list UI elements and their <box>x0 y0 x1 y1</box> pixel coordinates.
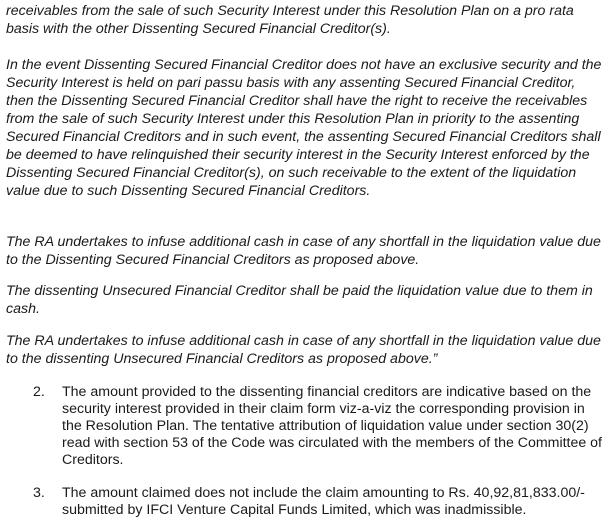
list-item-text <box>62 485 602 519</box>
text-line: security interest provided in their claim form viz-a-viz the corresponding provision in <box>62 401 585 417</box>
text-line: The dissenting Unsecured Financial Creditor shall be paid the liquidation value due to them in <box>6 283 593 299</box>
text-line: value due to such Dissenting Secured Financial Creditors. <box>6 183 371 199</box>
text-line: be deemed to have relinquished their security interest in the Security Interest enforced by the <box>6 147 590 163</box>
text-line: The RA undertakes to infuse additional cash in case of any shortfall in the liquidation value due <box>6 234 601 250</box>
text-line: from the sale of such Security Interest under this Resolution Plan in priority to the assenting <box>6 111 580 127</box>
list-number: 3. <box>33 485 45 501</box>
text-line: to the Dissenting Secured Financial Creditors as proposed above. <box>6 252 420 268</box>
text-line: read with section 53 of the Code was circulated with the members of the Committee of <box>62 435 602 451</box>
text-line: basis with the other Dissenting Secured Financial Creditor(s). <box>6 21 391 37</box>
text-line: The RA undertakes to infuse additional cash in case of any shortfall in the liquidation value due <box>6 333 601 349</box>
text-line: Creditors. <box>62 452 124 468</box>
text-line: submitted by IFCI Venture Capital Funds Limited, which was inadmissible. <box>62 502 527 518</box>
text-line: Dissenting Secured Financial Creditor(s), on such receivable to the extent of the liquidation <box>6 165 577 181</box>
list-item-text <box>62 384 602 469</box>
text-line: The amount provided to the dissenting financial creditors are indicative based on the <box>62 384 592 400</box>
quoted-paragraph-4 <box>6 282 606 318</box>
list-number: 2. <box>33 384 45 400</box>
text-line: receivables from the sale of such Security Interest under this Resolution Plan on a pro rata <box>6 3 574 19</box>
text-line: Secured Financial Creditors and in such event, the assenting Secured Financial Creditors shall <box>6 129 601 145</box>
text-line: cash. <box>6 301 40 317</box>
quoted-paragraph-5 <box>6 332 606 368</box>
text-line: to the dissenting Unsecured Financial Creditors as proposed above.” <box>6 351 438 367</box>
text-line: Security Interest is held on pari passu basis with any assenting Secured Financial Creditor, <box>6 75 576 91</box>
quoted-paragraph-2 <box>6 56 606 200</box>
text-line: In the event Dissenting Secured Financial Creditor does not have an exclusive security and the <box>6 57 602 73</box>
text-line: the Resolution Plan. The tentative attribution of liquidation value under section 30(2) <box>62 418 589 434</box>
quoted-paragraph-1 <box>6 2 606 38</box>
text-line: The amount claimed does not include the claim amounting to Rs. 40,92,81,833.00/- <box>62 485 585 501</box>
quoted-paragraph-3 <box>6 233 606 269</box>
text-line: then the Dissenting Secured Financial Creditor shall have the right to receive the receivables <box>6 93 588 109</box>
